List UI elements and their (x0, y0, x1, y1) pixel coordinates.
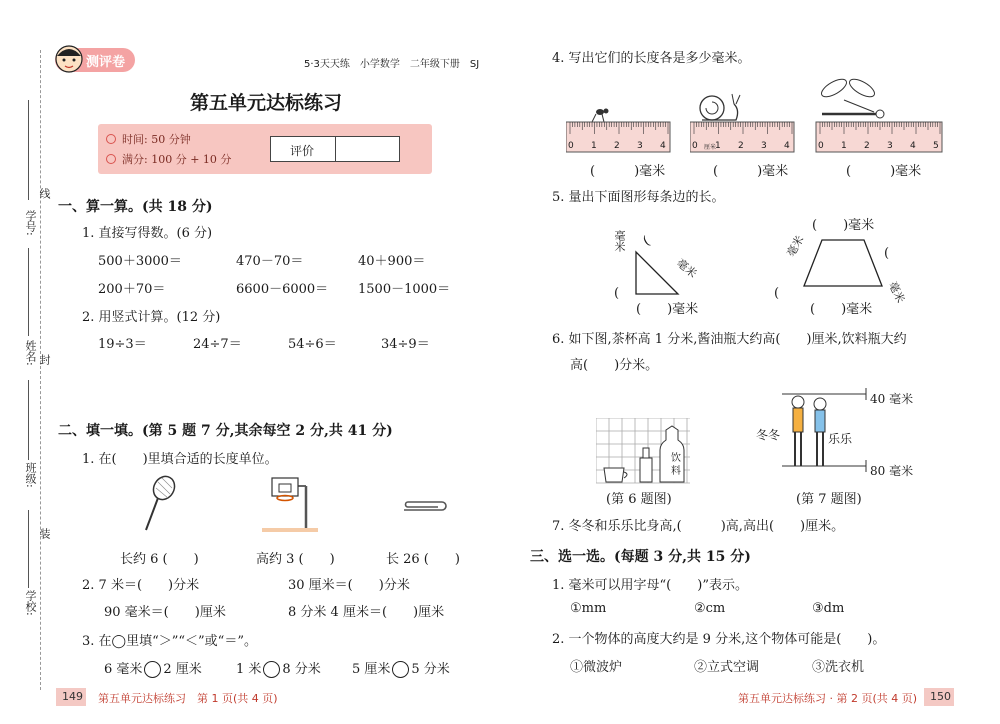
series-header: 5·3天天练 小学数学 二年级下册 SJ (304, 59, 480, 70)
calc-item: 6600－6000＝ (236, 282, 329, 297)
division-item: 54÷6＝ (288, 337, 337, 352)
s3-q2-option[interactable]: ②立式空调 (694, 660, 760, 675)
basketball-hoop-icon (262, 476, 318, 534)
q7: 7. 冬冬和乐乐比身高,( )高,高出( )厘米。 (552, 519, 845, 534)
footer-right: 第五单元达标练习 · 第 2 页(共 4 页) (738, 692, 918, 705)
margin-line (28, 380, 29, 460)
ruler2-tick-label: 2 (738, 141, 744, 151)
compare-item (236, 658, 321, 678)
margin-line (28, 100, 29, 200)
evaluation-divider (335, 136, 336, 162)
lele-figure (814, 398, 826, 466)
s3-q2-option[interactable]: ①微波炉 (570, 660, 623, 675)
compare-left: 1 米 (236, 662, 262, 677)
margin-class-label: 班级: (24, 462, 37, 488)
trap-left-paren: ( (774, 286, 780, 301)
trap-right-unit: 毫米 (886, 279, 908, 305)
ruler1-tick-label: 2 (614, 141, 620, 151)
compare-item (104, 658, 202, 678)
ruler3-tick-label: 0 (818, 141, 824, 151)
q6-line2: 高( )分米。 (570, 358, 659, 373)
tri-left-unit: 毫米 (613, 230, 626, 252)
tri-left-paren: ( (614, 286, 620, 301)
lele-label: 乐乐 (828, 432, 853, 446)
ruler1-tick-label: 4 (660, 141, 666, 151)
s3-q2: 2. 一个物体的高度大约是 9 分米,这个物体可能是( )。 (552, 632, 886, 647)
dongdong-label: 冬冬 (756, 428, 781, 442)
clock-icon (106, 134, 116, 144)
s2-q2-item: 90 毫米＝( )厘米 (104, 605, 226, 620)
page-number-right: 150 (930, 690, 951, 703)
compare-circle-blank[interactable] (263, 661, 280, 678)
ruler-unit: 厘米 (704, 144, 717, 151)
trap-top-label: ( )毫米 (812, 218, 875, 233)
margin-feng: 封 (38, 354, 51, 365)
q5-title: 5. 量出下面图形每条边的长。 (552, 190, 725, 205)
page-title: 第五单元达标练习 (190, 92, 343, 114)
division-item: 19÷3＝ (98, 337, 147, 352)
division-item: 34÷9＝ (381, 337, 430, 352)
trap-bottom-label: ( )毫米 (810, 302, 873, 317)
margin-zhuang: 装 (38, 528, 51, 539)
fig7-caption: (第 7 题图) (796, 492, 862, 507)
compare-right: 5 分米 (411, 662, 450, 677)
time-label: 时间: 50 分钟 (122, 133, 191, 146)
division-item: 24÷7＝ (193, 337, 242, 352)
page-number-left: 149 (62, 690, 83, 703)
compare-circle-blank[interactable] (392, 661, 409, 678)
drink-label-2: 料 (671, 466, 681, 477)
section-3-title: 三、选一选。(每题 3 分,共 15 分) (530, 549, 751, 565)
trap-left-unit: 毫米 (784, 233, 807, 260)
ruler1-tick-label: 1 (591, 141, 597, 151)
q4-answer-ant: ( )毫米 (590, 164, 666, 179)
snail-icon (700, 94, 740, 120)
ruler3-tick-label: 3 (887, 141, 893, 151)
compare-item (352, 658, 450, 678)
ruler-with-dragonfly (814, 70, 944, 156)
tri-bottom-label: ( )毫米 (636, 302, 699, 317)
s3-q1-option[interactable]: ③dm (812, 601, 845, 616)
s2-q2-item: 8 分米 4 厘米＝( )厘米 (288, 605, 445, 620)
student-mascot-icon (52, 42, 86, 76)
ant-icon (592, 109, 609, 123)
s2-q1: 1. 在( )里填合适的长度单位。 (82, 452, 278, 467)
footer-left: 第五单元达标练习 第 1 页(共 4 页) (98, 692, 278, 705)
s2-q3: 3. 在◯里填“＞”“＜”或“＝”。 (82, 634, 257, 649)
compare-right: 8 分米 (282, 662, 321, 677)
margin-line (28, 248, 29, 336)
trapezoid-shape (800, 236, 886, 290)
tri-hyp-paren: ( (640, 233, 653, 250)
badge-label: 测评卷 (86, 55, 126, 70)
soy-sauce-bottle-icon (640, 448, 652, 482)
score-label: 满分: 100 分 + 10 分 (122, 153, 232, 166)
calc-item: 200＋70＝ (98, 282, 166, 297)
margin-xian: 线 (38, 188, 51, 199)
ruler1-tick-label: 0 (568, 141, 574, 151)
racket-caption: 长约 6 ( ) (120, 552, 199, 567)
compare-right: 2 厘米 (163, 662, 202, 677)
q4-answer-snail: ( )毫米 (713, 164, 789, 179)
dongdong-figure (792, 396, 804, 466)
paper-clip-icon (398, 498, 452, 516)
ruler1-tick-label: 3 (637, 141, 643, 151)
triangle-shape (632, 248, 682, 298)
badminton-racket-icon (140, 474, 180, 536)
clip-caption: 长 26 ( ) (386, 552, 460, 567)
dragonfly-icon (819, 76, 884, 118)
q6-line1: 6. 如下图,茶杯高 1 分米,酱油瓶大约高( )厘米,饮料瓶大约 (552, 332, 907, 347)
s1-q2: 2. 用竖式计算。(12 分) (82, 310, 221, 325)
hoop-caption: 高约 3 ( ) (256, 552, 335, 567)
ruler3-tick-label: 4 (910, 141, 916, 151)
s2-q2-item: 30 厘米＝( )分米 (288, 578, 410, 593)
compare-circle-blank[interactable] (144, 661, 161, 678)
fig6-caption: (第 6 题图) (606, 492, 672, 507)
s2-q2-item: 2. 7 米＝( )分米 (82, 578, 200, 593)
margin-student-id-label: 学号: (24, 210, 37, 236)
calc-item: 500＋3000＝ (98, 254, 182, 269)
q4-title: 4. 写出它们的长度各是多少毫米。 (552, 51, 751, 66)
ruler3-tick-label: 2 (864, 141, 870, 151)
ruler3-tick-label: 5 (933, 141, 939, 151)
mark-40mm: 40 毫米 (870, 392, 914, 406)
section-1-title: 一、算一算。(共 18 分) (58, 199, 213, 215)
s3-q2-option[interactable]: ③洗衣机 (812, 660, 865, 675)
children-height-figure (782, 384, 874, 474)
section-2-title: 二、填一填。(第 5 题 7 分,其余每空 2 分,共 41 分) (58, 423, 393, 439)
tri-hyp-unit: 毫米 (674, 256, 700, 281)
margin-line (28, 510, 29, 588)
s3-q1-option[interactable]: ①mm (570, 601, 607, 616)
compare-left: 5 厘米 (352, 662, 391, 677)
ruler2-tick-label: 1 (715, 141, 721, 151)
ruler2-tick-label: 3 (761, 141, 767, 151)
ruler3-tick-label: 1 (841, 141, 847, 151)
binding-dashed-line (40, 50, 41, 690)
compare-left: 6 毫米 (104, 662, 143, 677)
calc-item: 1500－1000＝ (358, 282, 451, 297)
s3-q1: 1. 毫米可以用字母“( )”表示。 (552, 578, 748, 593)
ruler2-tick-label: 0 (692, 141, 698, 151)
margin-school-label: 学校: (24, 590, 37, 616)
teacup-icon (604, 468, 627, 482)
check-icon (106, 154, 116, 164)
ruler2-tick-label: 4 (784, 141, 790, 151)
s3-q1-option[interactable]: ②cm (694, 601, 726, 616)
mark-80mm: 80 毫米 (870, 464, 914, 478)
calc-item: 470－70＝ (236, 254, 304, 269)
evaluation-label: 评价 (290, 144, 315, 158)
trap-right-paren: ( (884, 246, 890, 261)
margin-name-label: 姓名: (24, 340, 37, 366)
s1-q1: 1. 直接写得数。(6 分) (82, 226, 213, 241)
calc-item: 40＋900＝ (358, 254, 426, 269)
q4-answer-dragonfly: ( )毫米 (846, 164, 922, 179)
drink-label-1: 饮 (671, 453, 681, 464)
